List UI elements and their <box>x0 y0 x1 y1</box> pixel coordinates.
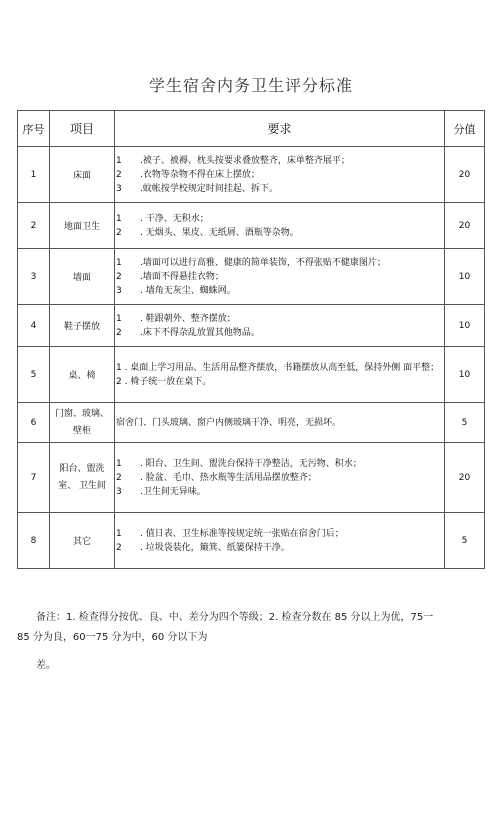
requirement-line <box>115 154 444 168</box>
requirement-text: .床下不得杂乱放置其他物品。 <box>140 327 260 338</box>
requirement-line <box>115 270 444 284</box>
row-item: 其它 <box>50 513 115 569</box>
requirement-line <box>115 326 444 340</box>
row-number: 3 <box>18 249 50 305</box>
row-number: 7 <box>18 443 50 513</box>
requirement-number: 3 <box>116 285 122 296</box>
header-score: 分值 <box>445 111 485 147</box>
row-score: 10 <box>445 249 485 305</box>
requirement-paragraph: 1 . 桌面上学习用品、生活用品整齐摆放，书籍摆放从高至低，保持外侧 面平整； <box>116 362 440 373</box>
requirement-text: . 干净、无积水； <box>140 213 209 224</box>
requirement-text: .衣物等杂物不得在床上摆放； <box>140 169 260 180</box>
requirement-line <box>115 182 444 196</box>
table-row <box>18 147 485 203</box>
row-score: 5 <box>445 513 485 569</box>
row-item-line: 阳台、盥洗 <box>59 463 105 474</box>
row-item: 墙面 <box>50 249 115 305</box>
row-item: 桌、椅 <box>50 347 115 403</box>
header-req: 要求 <box>115 111 445 147</box>
row-requirements <box>115 249 445 305</box>
requirement-text: .被子、被褥、枕头按要求叠放整齐，床单整齐展平； <box>140 155 350 166</box>
requirement-line <box>115 226 444 240</box>
requirement-line <box>115 284 444 298</box>
requirement-number: 1 <box>116 213 122 224</box>
requirement-text: . 脸盆、毛巾、热水瓶等生活用品摆放整齐； <box>140 472 317 483</box>
row-item-line: 壁柜 <box>72 425 91 436</box>
requirement-number: 2 <box>116 542 122 553</box>
requirement-number: 1 <box>116 155 122 166</box>
row-number: 4 <box>18 305 50 347</box>
requirement-number: 3 <box>116 183 122 194</box>
requirement-number: 1 <box>116 313 122 324</box>
table-row <box>18 347 485 403</box>
requirement-paragraph: 宿舍门、门头玻璃、窗户内侧玻璃干净、明亮，无损坏。 <box>116 417 342 428</box>
row-requirements <box>115 203 445 249</box>
row-score: 10 <box>445 347 485 403</box>
table-row <box>18 203 485 249</box>
row-number: 1 <box>18 147 50 203</box>
requirement-number: 2 <box>116 271 122 282</box>
requirement-number: 2 <box>116 327 122 338</box>
requirement-text: . 鞋跟朝外、整齐摆放； <box>140 313 236 324</box>
row-requirements <box>115 403 445 443</box>
requirement-number: 2 <box>116 472 122 483</box>
table-row <box>18 249 485 305</box>
requirement-line <box>115 168 444 182</box>
header-item: 项目 <box>50 111 115 147</box>
table-row <box>18 403 485 443</box>
row-score: 20 <box>445 203 485 249</box>
requirement-paragraph: 2 . 椅子统一放在桌下。 <box>116 376 212 387</box>
row-requirements <box>115 305 445 347</box>
requirement-number: 2 <box>116 227 122 238</box>
requirement-number: 1 <box>116 528 122 539</box>
table-row <box>18 305 485 347</box>
row-item <box>50 443 115 513</box>
header-no: 序号 <box>18 111 50 147</box>
requirement-line <box>115 256 444 270</box>
requirement-text: .蚊帐按学校规定时间挂起、拆下。 <box>140 183 278 194</box>
row-item-line: 室、 卫生间 <box>58 480 106 491</box>
row-requirements <box>115 347 445 403</box>
table-header-row <box>18 111 485 147</box>
row-item-line: 门窗、玻璃、 <box>54 408 109 419</box>
requirement-line <box>115 485 444 499</box>
row-number: 2 <box>18 203 50 249</box>
footnote <box>17 608 487 648</box>
footnote-line-3: 差。 <box>36 660 56 671</box>
row-number: 5 <box>18 347 50 403</box>
requirement-line <box>115 457 444 471</box>
row-number: 8 <box>18 513 50 569</box>
requirement-number: 1 <box>116 458 122 469</box>
requirement-text: .墙面可以进行高雅、健康的简单装饰，不得张贴不健康图片； <box>140 257 386 268</box>
requirement-text: .墙面不得悬挂衣物； <box>140 271 224 282</box>
row-item: 鞋子摆放 <box>50 305 115 347</box>
requirement-line <box>115 312 444 326</box>
requirement-text: . 墙角无灰尘、蜘蛛网。 <box>140 285 236 296</box>
row-score: 20 <box>445 147 485 203</box>
row-requirements <box>115 513 445 569</box>
requirement-number: 2 <box>116 169 122 180</box>
requirement-text: . 无烟头、果皮、无纸屑、酒瓶等杂物。 <box>140 227 299 238</box>
table-row <box>18 443 485 513</box>
requirement-text: .卫生间无异味。 <box>140 486 206 497</box>
requirement-line <box>115 527 444 541</box>
requirement-line <box>115 471 444 485</box>
row-score: 20 <box>445 443 485 513</box>
requirement-number: 1 <box>116 257 122 268</box>
row-number: 6 <box>18 403 50 443</box>
requirement-line <box>115 541 444 555</box>
requirement-text: . 垃圾袋装化，簸箕、纸篓保持干净。 <box>140 542 290 553</box>
requirement-text: . 阳台、卫生间、盥洗台保持干净整洁，无污物、积水； <box>140 458 362 469</box>
requirement-line <box>115 212 444 226</box>
row-item: 床面 <box>50 147 115 203</box>
footnote-line-1: 备注：1. 检查得分按优、良、中、差分为四个等级；2. 检查分数在 85 分以上为优，75一 <box>36 612 434 623</box>
requirement-number: 3 <box>116 486 122 497</box>
requirement-text: . 值日表、卫生标准等按规定统一张贴在宿舍门后； <box>140 528 344 539</box>
row-score: 5 <box>445 403 485 443</box>
row-requirements <box>115 443 445 513</box>
row-item: 地面卫生 <box>50 203 115 249</box>
page-title: 学生宿舍内务卫生评分标准 <box>148 76 353 95</box>
footnote-line-2: 85 分为良，60一75 分为中，60 分以下为 <box>17 632 208 643</box>
row-item <box>50 403 115 443</box>
row-requirements <box>115 147 445 203</box>
table-row <box>18 513 485 569</box>
row-score: 10 <box>445 305 485 347</box>
score-table <box>17 110 485 569</box>
